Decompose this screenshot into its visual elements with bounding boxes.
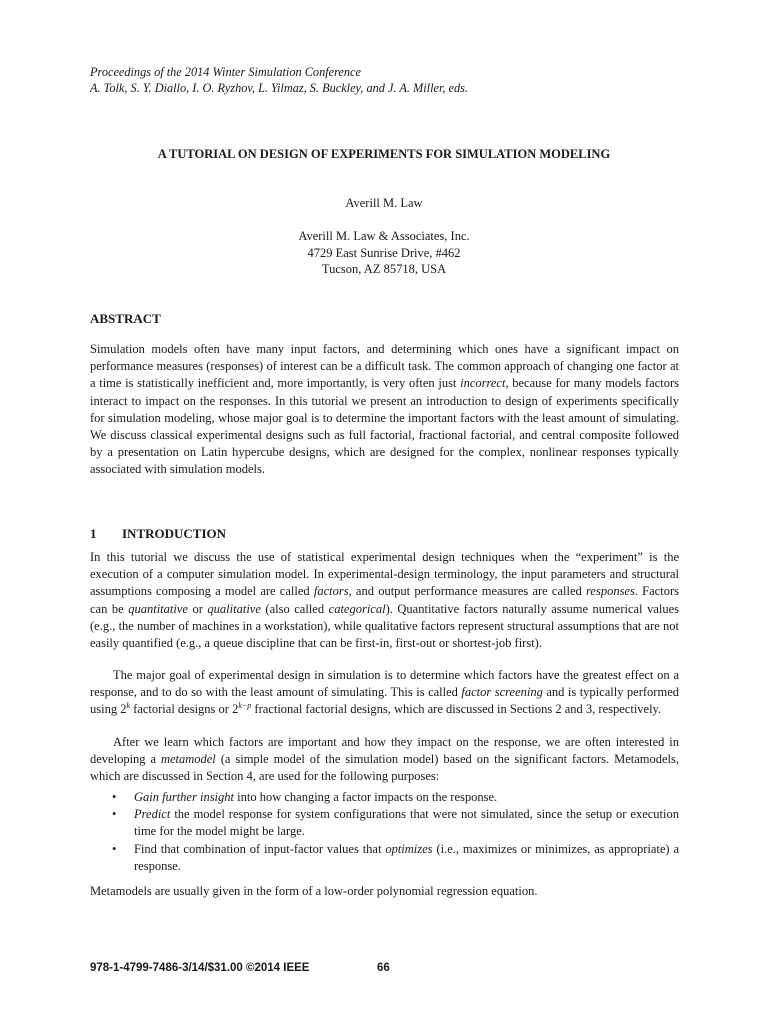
abstract-paragraph xyxy=(90,341,679,479)
p1-text-a: In this tutorial we discuss the use of statistical experimental design techniques when the “experiment” is the execution of a computer simulation model. In experimental-design terminology, the input parameters and structural assumptions composing a model are called xyxy=(90,550,679,599)
proceedings-header xyxy=(90,64,468,96)
abstract-emphasis: incorrect xyxy=(460,376,506,391)
affiliation-street: 4729 East Sunrise Drive, #462 xyxy=(307,245,461,260)
list-item-text: (i.e., maximizes or minimizes, as appropriate) a response. xyxy=(134,841,679,873)
p1-text-c: . Factors can be xyxy=(90,584,679,616)
list-item-text: the model response for system configurations that were not simulated, since the setup or execution time for the model might be large. xyxy=(134,807,679,839)
intro-paragraph-1 xyxy=(90,549,679,652)
p3-em-metamodel: metamodel xyxy=(160,752,216,767)
p1-text-b: , and output performance measures are called xyxy=(348,584,586,599)
p2-text-d: fractional factorial designs, which are discussed in Sections 2 and 3, respectively. xyxy=(251,702,662,717)
footer-isbn: 978-1-4799-7486-3/14/$31.00 ©2014 IEEE xyxy=(90,962,310,974)
bullet-icon: • xyxy=(112,841,117,856)
intro-paragraph-3 xyxy=(90,734,679,786)
section-title: INTRODUCTION xyxy=(122,526,227,541)
p2-text-c: factorial designs or xyxy=(130,702,233,717)
p1-em-qualitative: qualitative xyxy=(207,601,261,616)
bullet-icon: • xyxy=(112,790,117,804)
list-item-emphasis: optimizes xyxy=(385,841,433,856)
p2-em-factor-screening: factor screening xyxy=(461,685,543,700)
list-item xyxy=(112,841,679,875)
paper-title: A TUTORIAL ON DESIGN OF EXPERIMENTS FOR SIMULATION MODELING xyxy=(157,147,611,161)
p1-em-factors: factors xyxy=(313,584,349,599)
metamodel-purposes-list xyxy=(112,789,679,875)
section-number: 1 xyxy=(90,526,97,541)
p2-text-a: The major goal of experimental design in simulation is to determine which factors have the greatest effect on a response, and to do so with the least amount of simulating. This is called xyxy=(90,668,679,700)
affiliation-org: Averill M. Law & Associates, Inc. xyxy=(298,229,470,243)
formula-2kp-base: 2 xyxy=(232,702,239,717)
list-item-text: into how changing a factor impacts on the response. xyxy=(234,790,498,804)
affiliation-city: Tucson, AZ 85718, USA xyxy=(321,262,447,276)
abstract-text-1: Simulation models often have many input factors, and determining which ones have a significant impact on performance measures (responses) of interest can be a difficult task. The common approach of changing one factor at a time is statistically inefficient and, more importantly, is very often just xyxy=(90,342,679,391)
bullet-icon: • xyxy=(112,807,117,822)
proceedings-title: Proceedings of the 2014 Winter Simulation Conference xyxy=(90,65,361,79)
abstract-heading: ABSTRACT xyxy=(90,311,161,326)
intro-paragraph-2 xyxy=(90,667,679,719)
p1-text-f: ). Quantitative factors naturally assume numerical values (e.g., the number of machines in a workstation), while qualitative factors represent structural assumptions that are not easily quantified (e.g., a queue discipline that can be first-in, first-out or shortest-job first). xyxy=(90,601,679,651)
proceedings-editors: A. Tolk, S. Y. Diallo, I. O. Ryzhov, L. Yilmaz, S. Buckley, and J. A. Miller, eds. xyxy=(90,81,469,95)
list-item-emphasis: Gain further insight xyxy=(134,790,235,804)
page-number: 66 xyxy=(377,962,390,974)
section-heading-introduction xyxy=(90,526,226,542)
p1-text-d: or xyxy=(187,601,208,616)
list-item xyxy=(112,806,679,840)
formula-2k xyxy=(120,702,130,716)
formula-2k-exponent: k xyxy=(126,701,131,711)
formula-2kp-exponent: k−p xyxy=(238,701,252,711)
p1-em-responses: responses xyxy=(586,584,635,599)
p1-em-quantitative: quantitative xyxy=(128,601,188,616)
author-affiliation xyxy=(0,228,768,278)
list-item-emphasis: Predict xyxy=(134,807,171,822)
list-item-prefix: Find that combination of input-factor values that xyxy=(134,841,386,856)
p2-text-b: and is typically performed using xyxy=(90,685,679,717)
p1-text-e: (also called xyxy=(260,601,329,616)
formula-2k-base: 2 xyxy=(120,702,127,717)
closing-sentence: Metamodels are usually given in the form of a low-order polynomial regression equation. xyxy=(90,884,538,898)
abstract-text-2: , because for many models factors interact to impact on the responses. In this tutorial we present an introduction to design of experiments specifically for simulation modeling, whose major goal is to determine the important factors with the least amount of simulating. We discuss classical experimental designs such as full factorial, fractional factorial, and central composite followed by a presentation on Latin hypercube designs, which are designed for the complex, nonlinear responses typically associated with simulation models. xyxy=(90,376,679,477)
author-name: Averill M. Law xyxy=(345,196,423,210)
p3-text-a: After we learn which factors are important and how they impact on the response, we are often interested in developing a xyxy=(90,735,679,767)
p3-text-b: (a simple model of the simulation model) based on the significant factors. Metamodels, which are discussed in Section 4, are used for the following purposes: xyxy=(90,752,679,784)
p1-em-categorical: categorical xyxy=(328,601,386,616)
list-item xyxy=(112,789,679,806)
formula-2k-p xyxy=(232,702,251,716)
